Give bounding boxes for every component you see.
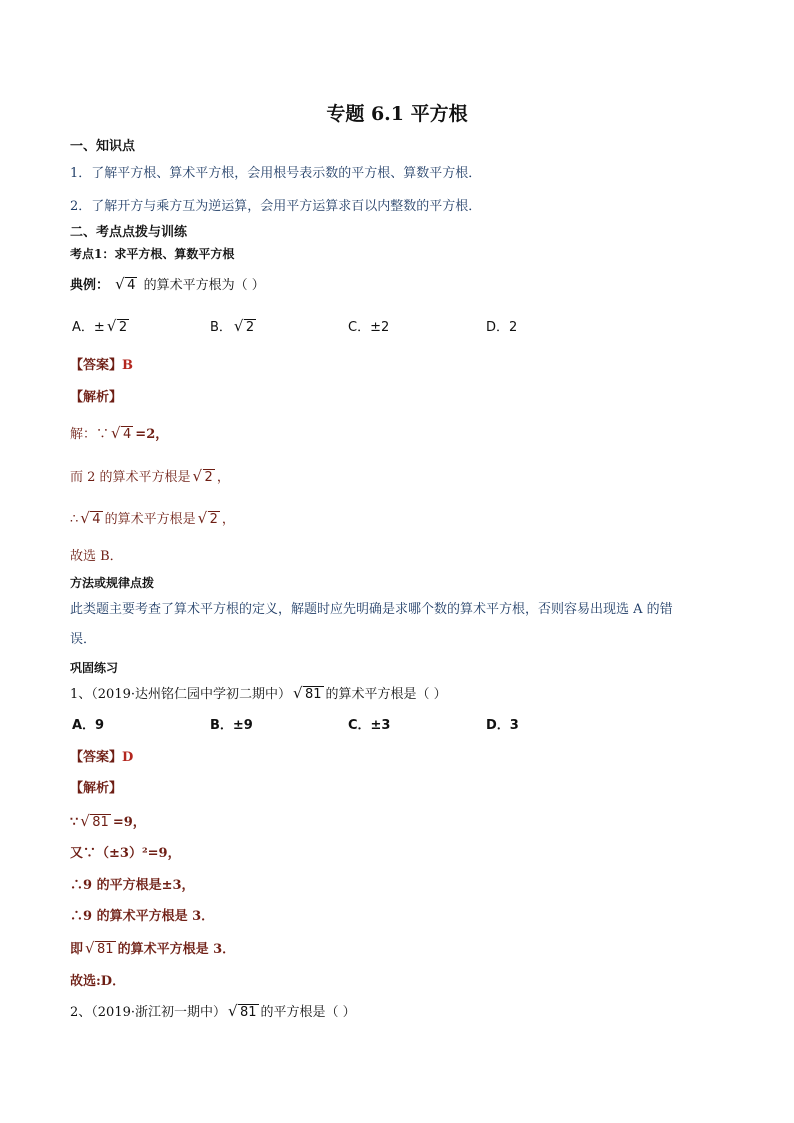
q1-option-d: D．3 xyxy=(486,718,519,733)
radical-sign-icon: √ xyxy=(80,509,90,527)
example-option-d: D．2 xyxy=(486,320,518,335)
q1-step-4: ∴9 的算术平方根是 3． xyxy=(70,909,215,924)
q1-option-c: C．±3 xyxy=(348,718,391,733)
radical-sign-icon: √ xyxy=(115,275,125,293)
q1-analysis-label: 【解析】 xyxy=(70,781,123,796)
sqrt-expression: √ 4 xyxy=(115,275,136,293)
method-text-line-2: 误． xyxy=(70,632,97,647)
radical-sign-icon: √ xyxy=(106,317,117,335)
radical-sign-icon: √ xyxy=(228,1002,238,1020)
q1-option-b: B．±9 xyxy=(210,718,253,733)
radical-sign-icon: √ xyxy=(233,317,244,335)
example-step-2: 而 2 的算术平方根是 √ 2 ， xyxy=(70,467,230,485)
q1-step-5: 即 √ 81 的算术平方根是 3． xyxy=(70,939,236,957)
radical-sign-icon: √ xyxy=(197,509,208,527)
q1-step-3: ∴9 的平方根是±3， xyxy=(70,878,195,893)
knowledge-point-2: 2．了解开方与乘方互为逆运算，会用平方运算求百以内整数的平方根． xyxy=(70,199,482,214)
q1-answer: 【答案】D xyxy=(70,750,134,765)
q1-step-6: 故选:D． xyxy=(70,974,126,989)
section-heading-practice: 二、考点点拨与训练 xyxy=(70,225,188,240)
example-answer: 【答案】B xyxy=(70,358,134,373)
example-analysis-label: 【解析】 xyxy=(70,390,123,405)
example-option-a: A．± √ 2 xyxy=(72,317,128,335)
radical-sign-icon: √ xyxy=(80,812,90,830)
radical-sign-icon: √ xyxy=(85,939,95,957)
method-heading: 方法或规律点拨 xyxy=(70,576,155,590)
radical-sign-icon: √ xyxy=(293,684,303,702)
example-option-b: B． √ 2 xyxy=(210,317,255,335)
q1-step-2: 又∵（±3）²=9， xyxy=(70,846,181,861)
radical-sign-icon: √ xyxy=(111,424,121,442)
question-1: 1、（2019·达州铭仁园中学初二期中） √ 81 的算术平方根是（ ） xyxy=(70,684,447,702)
practice-heading: 巩固练习 xyxy=(70,661,119,675)
example-step-3: ∴ √ 4 的算术平方根是 √ 2 ， xyxy=(70,509,235,527)
question-2: 2、（2019·浙江初一期中） √ 81 的平方根是（ ） xyxy=(70,1002,356,1020)
page-title: 专题 6.1 平方根 xyxy=(326,103,468,125)
example-question xyxy=(70,277,265,295)
knowledge-point-1: 1．了解平方根、算术平方根，会用根号表示数的平方根、算数平方根． xyxy=(70,166,482,181)
kaodian-heading: 考点1：求平方根、算数平方根 xyxy=(70,247,235,261)
q1-step-1: ∵ √ 81 =9， xyxy=(70,812,146,830)
q1-option-a: A．9 xyxy=(72,718,105,733)
example-step-4: 故选 B． xyxy=(70,549,123,564)
example-step-1: 解：∵ √ 4 =2， xyxy=(70,424,169,442)
example-label: 典例： xyxy=(70,278,110,293)
example-option-c: C．±2 xyxy=(348,320,390,335)
section-heading-knowledge: 一、知识点 xyxy=(70,139,136,154)
method-text-line-1: 此类题主要考查了算术平方根的定义，解题时应先明确是求哪个数的算术平方根，否则容易出现选 A 的错 xyxy=(70,602,673,617)
radical-sign-icon: √ xyxy=(192,467,203,485)
example-question-text: 的算术平方根为（ ） xyxy=(143,278,265,293)
